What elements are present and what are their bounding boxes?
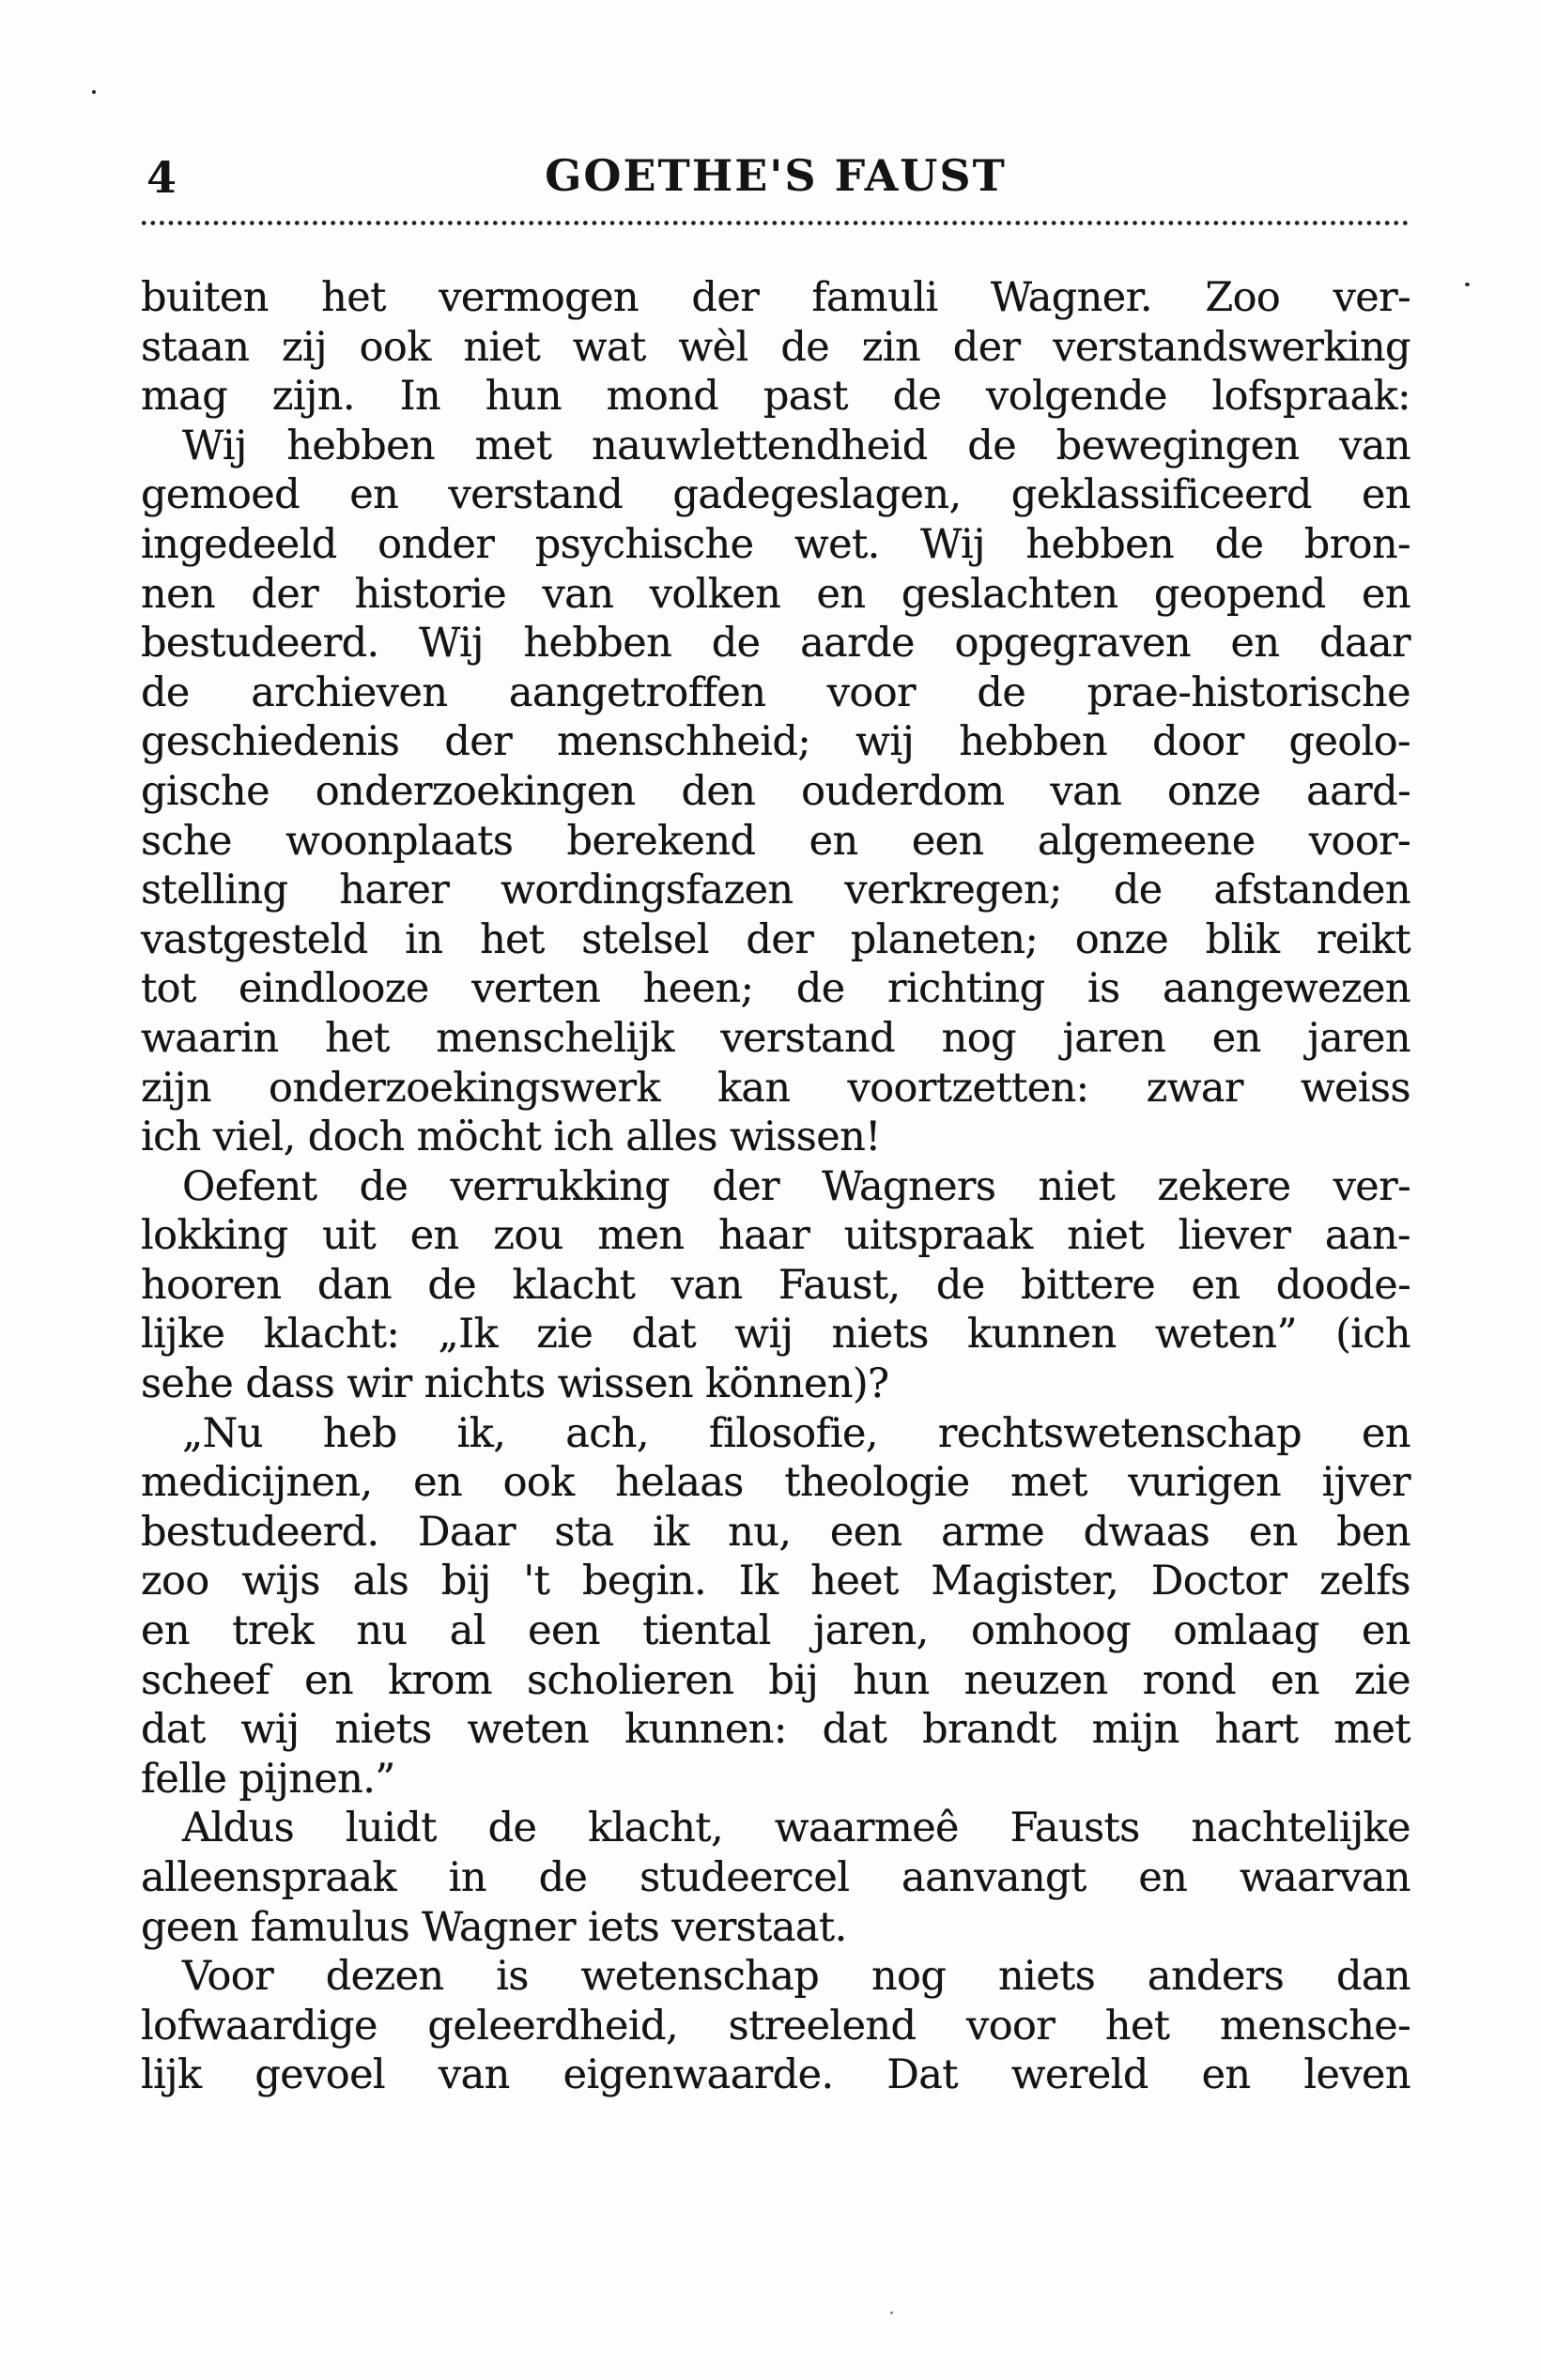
text-line: zoo wijs als bij 't begin. Ik heet Magister, Doctor zelfs [141,1558,1410,1605]
text-line: stelling harer wordingsfazen verkregen; de afstanden [141,867,1410,914]
text-line: sehe dass wir nichts wissen können)? [141,1360,889,1408]
page-number: 4 [146,152,177,203]
text-line: mag zijn. In hun mond past de volgende lofspraak: [141,373,1410,421]
text-line: lokking uit en zou men haar uitspraak niet liever aan- [141,1212,1410,1260]
dotted-header-rule [141,220,1410,226]
text-line: staan zij ook niet wat wèl de zin der verstandswerking [141,323,1410,371]
scan-speck [92,90,96,94]
text-line: gemoed en verstand gadegeslagen, geklassificeerd en [141,471,1410,519]
body-text [141,273,1410,2100]
text-line: Voor dezen is wetenschap nog niets anders dan [182,1953,1410,2001]
text-line: lijke klacht: „Ik zie dat wij niets kunnen weten” (ich [141,1311,1410,1359]
text-line: nen der historie van volken en geslachten geopend en [141,570,1410,618]
text-column [141,150,1410,2100]
text-line: Oefent de verrukking der Wagners niet zekere ver- [182,1162,1410,1210]
text-line: ich viel, doch möcht ich alles wissen! [141,1113,881,1161]
scan-speck [1465,283,1470,286]
text-line: waarin het menschelijk verstand nog jaren en jaren [141,1014,1410,1062]
text-line: tot eindlooze verten heen; de richting is aangewezen [141,965,1410,1013]
running-header [141,150,1410,205]
text-line: geen famulus Wagner iets verstaat. [141,1903,847,1951]
text-line: scheef en krom scholieren bij hun neuzen rond en zie [141,1656,1410,1704]
running-title: GOETHE'S FAUST [545,150,1007,201]
text-line: bestudeerd. Daar sta ik nu, een arme dwaas en ben [141,1508,1410,1556]
text-line: lofwaardige geleerdheid, streelend voor het mensche- [141,2002,1410,2050]
text-line: ingedeeld onder psychische wet. Wij hebben de bron- [141,520,1410,568]
text-line: alleenspraak in de studeercel aanvangt en waarvan [141,1854,1410,1901]
text-line: geschiedenis der menschheid; wij hebben door geolo- [141,718,1410,766]
text-line: gische onderzoekingen den ouderdom van onze aard- [141,767,1410,815]
text-line: lijk gevoel van eigenwaarde. Dat wereld en leven [141,2051,1410,2099]
text-line: dat wij niets weten kunnen: dat brandt mijn hart met [141,1706,1410,1754]
text-line: hooren dan de klacht van Faust, de bittere en doode- [141,1261,1410,1309]
text-line: vastgesteld in het stelsel der planeten; onze blik reikt [141,915,1410,963]
text-line: Wij hebben met nauwlettendheid de bewegingen van [182,422,1410,469]
text-line: Aldus luidt de klacht, waarmeê Fausts nachtelijke [182,1804,1410,1852]
text-line: en trek nu al een tiental jaren, omhoog omlaag en [141,1607,1410,1655]
scan-speck [890,2311,893,2314]
text-line: zijn onderzoekingswerk kan voortzetten: zwar weiss [141,1064,1410,1112]
text-line: bestudeerd. Wij hebben de aarde opgegraven en daar [141,620,1410,668]
text-line: medicijnen, en ook helaas theologie met vurigen ijver [141,1459,1410,1507]
text-line: felle pijnen.” [141,1755,395,1803]
text-line: „Nu heb ik, ach, filosofie, rechtswetenschap en [182,1409,1410,1457]
text-line: de archieven aangetroffen voor de prae-historische [141,668,1410,716]
text-line: buiten het vermogen der famuli Wagner. Zoo ver- [141,274,1410,321]
text-line: sche woonplaats berekend en een algemeene voor- [141,817,1410,865]
